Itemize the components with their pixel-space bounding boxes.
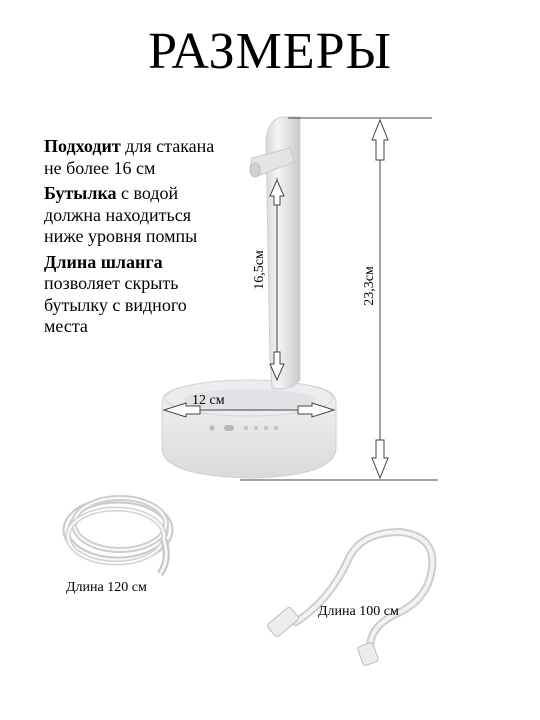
description-text-hose: позволяет скрыть бутылку с видного места — [44, 273, 187, 336]
description-text-bottle: с водой должна находиться ниже уровня помпы — [44, 183, 198, 246]
page-title: РАЗМЕРЫ — [148, 23, 392, 80]
usb-cable-image — [266, 532, 432, 666]
spout-height-label: 16,5см — [252, 250, 267, 290]
clear-hose-length-label: Длина 120 см — [66, 580, 147, 595]
description-text-glass: для стакана не более 16 см — [44, 136, 215, 178]
base-width-label: 12 см — [192, 393, 225, 408]
usb-cable-length-label: Длина 100 см — [318, 604, 399, 619]
clear-hose-image — [66, 498, 170, 574]
description-bold-glass: Подходит — [44, 136, 121, 156]
description-bold-hose: Длина шланга — [44, 251, 163, 272]
water-pump-device — [162, 117, 336, 478]
description-bold-bottle: Бутылка — [44, 183, 117, 203]
total-height-label: 23,3см — [362, 266, 377, 306]
